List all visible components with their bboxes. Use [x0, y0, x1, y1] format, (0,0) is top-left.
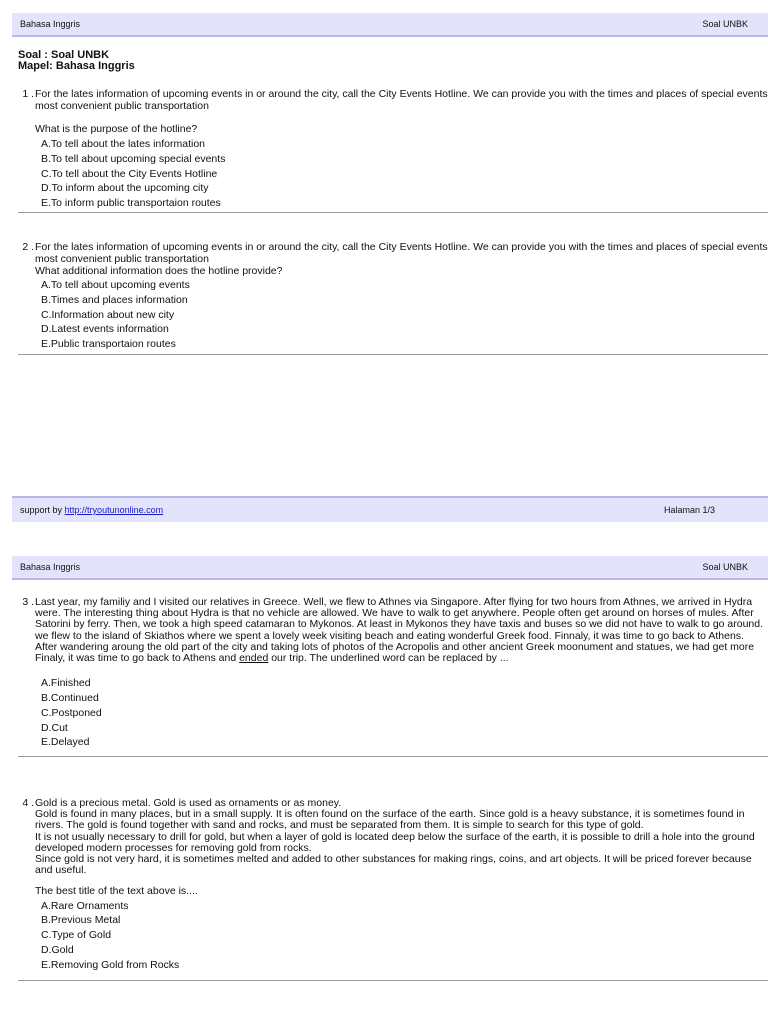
answer-option[interactable]: [18, 181, 768, 196]
question-prompt: What additional information does the hotline provide?: [35, 265, 283, 277]
header-exam: Soal UNBK: [702, 19, 748, 29]
option-letter: C.: [41, 308, 52, 321]
question-divider: [18, 980, 768, 981]
answer-option[interactable]: [18, 735, 768, 750]
option-letter: B.: [41, 293, 51, 306]
option-letter: C.: [41, 167, 52, 180]
header-exam: Soal UNBK: [702, 562, 748, 572]
answer-option[interactable]: [18, 958, 768, 973]
option-letter: D.: [41, 182, 52, 195]
option-letter: A.: [41, 677, 51, 690]
question-divider: [18, 354, 768, 355]
question-text-line: we flew to the island of Skiathos where we spent a lovely week visiting beach and eating wonderful Greek food. Finnaly, it was time to go back to Athens.: [35, 629, 744, 642]
option-letter: A.: [41, 899, 51, 912]
option-text: Previous Metal: [50, 914, 121, 927]
header-subject: Bahasa Inggris: [20, 562, 81, 572]
page-number: Halaman 1/3: [663, 505, 715, 515]
question-number: 2 .: [22, 241, 34, 253]
option-text: To tell about upcoming special events: [50, 152, 226, 165]
option-text: Times and places information: [50, 293, 188, 306]
page-footer: [12, 496, 768, 522]
option-text: Postponed: [51, 706, 102, 719]
question-text-line: developed modern processes for removing gold from rocks.: [35, 841, 312, 854]
question-text-line: Gold is a precious metal. Gold is used as ornaments or as money.: [35, 798, 342, 809]
question-text-line: were. The interesting thing about Hydra is that no vehicle are allowed. We have to walk to get anywhere. People often get around on horses of mules. After: [35, 607, 754, 620]
question-text-line: For the lates information of upcoming events in or around the city, call the City Events Hotline. We can provide you with the times and places of special events: [35, 88, 768, 100]
question-prompt: The best title of the text above is....: [35, 885, 198, 898]
answer-option[interactable]: [18, 322, 768, 337]
question-number: 1 .: [22, 88, 34, 100]
support-label: support by: [20, 505, 63, 515]
option-text: To inform about the upcoming city: [51, 182, 209, 195]
answer-option[interactable]: [18, 167, 768, 182]
exam-title: Soal : Soal UNBK: [18, 49, 110, 61]
answer-option[interactable]: [18, 137, 768, 152]
question-text-line: Satorini by ferry. Then, we took a high speed catamaran to Mykonos. At least in Mykonos they have taxis and buses so we did not have to walk to go around.: [35, 618, 764, 631]
question-1: [18, 88, 768, 211]
answer-option[interactable]: [18, 152, 768, 167]
question-text-line: [18, 653, 768, 664]
question-prompt: What is the purpose of the hotline?: [35, 123, 198, 135]
option-text: Rare Ornaments: [50, 899, 129, 912]
option-letter: D.: [41, 721, 52, 734]
question-text-line: rivers. The gold is found together with sand and rocks, and must be separated from them. It is simple to search for this type of gold.: [35, 819, 644, 832]
option-text: Delayed: [50, 736, 90, 749]
option-letter: B.: [41, 152, 51, 165]
option-text: To tell about the lates information: [50, 138, 206, 150]
subject-title: Mapel: Bahasa Inggris: [18, 60, 135, 72]
page-header: [12, 556, 768, 580]
question-text-line: most convenient public transportation: [35, 100, 209, 112]
question-text-line: most convenient public transportation: [35, 253, 209, 265]
option-letter: C.: [41, 706, 52, 719]
option-letter: D.: [41, 944, 52, 957]
text-segment: our trip. The underlined word can be replaced by ...: [268, 652, 509, 665]
question-text-line: and useful.: [35, 864, 87, 877]
option-letter: D.: [41, 323, 52, 336]
answer-option[interactable]: [18, 308, 768, 323]
question-4: [18, 798, 768, 973]
option-text: Continued: [50, 692, 99, 705]
answer-option[interactable]: [18, 721, 768, 736]
answer-option[interactable]: [18, 943, 768, 958]
question-number: 4 .: [22, 798, 34, 809]
answer-option[interactable]: [18, 899, 768, 914]
option-letter: E.: [41, 197, 51, 210]
answer-option[interactable]: [18, 337, 768, 352]
answer-option[interactable]: [18, 913, 768, 928]
answer-option[interactable]: [18, 706, 768, 721]
option-letter: A.: [41, 138, 51, 150]
question-text-line: It is not usually necessary to drill for gold, but when a layer of gold is located deep below the surface of the earth, it is possible to drill a hole into the ground: [35, 830, 755, 843]
option-text: Cut: [51, 721, 68, 734]
answer-option[interactable]: [18, 196, 768, 211]
answer-option[interactable]: [18, 676, 768, 691]
question-divider: [18, 756, 768, 757]
option-letter: E.: [41, 338, 51, 351]
underlined-word: ended: [239, 652, 269, 665]
option-text: Public transportaion routes: [50, 338, 176, 351]
option-letter: A.: [41, 279, 51, 291]
option-letter: C.: [41, 929, 52, 942]
question-divider: [18, 212, 768, 213]
page-header: [12, 13, 768, 37]
answer-option[interactable]: [18, 691, 768, 706]
option-letter: E.: [41, 736, 51, 749]
option-text: Gold: [51, 944, 74, 957]
option-text: Finished: [50, 677, 91, 690]
question-3: [18, 597, 768, 750]
text-segment: Finaly, it was time to go back to Athens and: [35, 652, 240, 665]
answer-option[interactable]: [18, 293, 768, 308]
option-text: Type of Gold: [51, 929, 112, 942]
option-letter: E.: [41, 958, 51, 971]
question-text-line: Since gold is not very hard, it is sometimes melted and added to other substances for making rings, coins, and art objects. It will be priced forever because: [35, 853, 752, 866]
option-letter: B.: [41, 692, 51, 705]
option-letter: B.: [41, 914, 51, 927]
support-credit: [20, 504, 163, 516]
option-text: Removing Gold from Rocks: [50, 958, 180, 971]
support-link[interactable]: http://tryoutunonline.com: [64, 505, 164, 515]
question-text-line: After wandering aroung the old part of the city and taking lots of photos of the Acropolis and other ancient Greek moonument and statues, we had get more: [35, 640, 755, 653]
option-text: Information about new city: [51, 308, 175, 321]
answer-option[interactable]: [18, 928, 768, 943]
question-text-line: Gold is found in many places, but in a small supply. It is often found on the surface of the earth. Since gold is a heavy substance, it is sometimes found in: [35, 808, 745, 821]
option-text: Latest events information: [51, 323, 169, 336]
option-text: To tell about upcoming events: [50, 279, 190, 291]
option-text: To inform public transportaion routes: [50, 197, 221, 210]
question-text-line: For the lates information of upcoming events in or around the city, call the City Events Hotline. We can provide you with the times and places of special events: [35, 241, 768, 253]
option-text: To tell about the City Events Hotline: [51, 167, 218, 180]
question-text-line: Last year, my familiy and I visited our relatives in Greece. Well, we flew to Athnes via Singapore. After flying for two hours from Athnes, we arrived in Hydra: [35, 597, 753, 608]
header-subject: Bahasa Inggris: [20, 19, 81, 29]
answer-option[interactable]: [18, 278, 768, 293]
question-number: 3 .: [22, 597, 34, 608]
question-2: [18, 241, 768, 352]
